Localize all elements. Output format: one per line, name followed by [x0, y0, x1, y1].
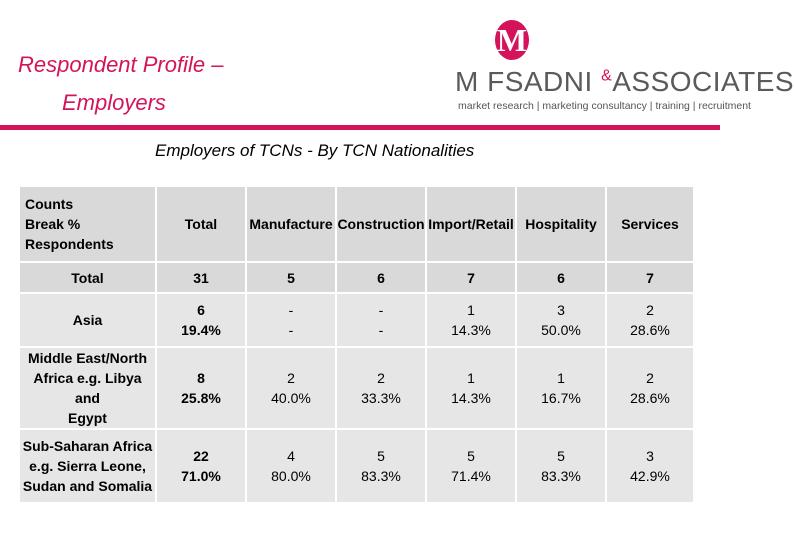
- row-label-line: Egypt: [68, 410, 107, 426]
- logo-name-2: ASSOCIATES: [612, 66, 794, 97]
- cell-count: 1: [557, 370, 565, 386]
- cell-count: 1: [467, 370, 475, 386]
- table-cell: [516, 429, 606, 503]
- employers-table: [18, 185, 695, 504]
- table-cell: [156, 347, 246, 429]
- cell-count: 22: [193, 448, 209, 464]
- row-label-line: Asia: [72, 312, 103, 328]
- cell-count: 2: [287, 370, 295, 386]
- table-cell: [336, 429, 426, 503]
- cell-pct: 71.0%: [181, 468, 221, 484]
- cell-count: -: [288, 302, 294, 318]
- row-label-line: Sub-Saharan Africa: [22, 438, 153, 454]
- corner-counts: Counts: [25, 196, 74, 212]
- cell-pct: -: [288, 322, 294, 338]
- cell-pct: 14.3%: [451, 322, 491, 338]
- cell-count: 3: [557, 302, 565, 318]
- cell-count: -: [378, 302, 384, 318]
- table-header-row: [19, 186, 694, 262]
- cell-pct: 83.3%: [541, 468, 581, 484]
- table-cell: 6: [516, 262, 606, 293]
- cell-pct: 83.3%: [361, 468, 401, 484]
- table-cell: [426, 293, 516, 347]
- logo-mark: M: [496, 22, 528, 58]
- table-cell: [606, 429, 694, 503]
- table-cell: [246, 293, 336, 347]
- row-label: [19, 293, 156, 347]
- table-cell: [426, 429, 516, 503]
- table-cell: [156, 293, 246, 347]
- header-divider: [0, 125, 720, 130]
- cell-pct: 42.9%: [630, 468, 670, 484]
- row-label-line: Sudan and Somalia: [22, 478, 153, 494]
- cell-pct: 28.6%: [630, 322, 670, 338]
- corner-break: Break %: [25, 216, 81, 232]
- logo-tagline: market research | marketing consultancy | training | recruitment: [458, 100, 751, 112]
- cell-pct: 33.3%: [361, 390, 401, 406]
- col-header: Total: [156, 186, 246, 262]
- table-cell: [336, 347, 426, 429]
- col-header: Construction: [336, 186, 426, 262]
- row-label-line: Middle East/North: [27, 350, 147, 366]
- table-row: [19, 293, 694, 347]
- table-cell: [156, 429, 246, 503]
- table-cell: 5: [246, 262, 336, 293]
- cell-count: 4: [287, 448, 295, 464]
- cell-pct: 16.7%: [541, 390, 581, 406]
- cell-count: 2: [646, 370, 654, 386]
- cell-pct: 40.0%: [271, 390, 311, 406]
- col-header: Manufacture: [246, 186, 336, 262]
- table-cell: [516, 293, 606, 347]
- table-cell: [516, 347, 606, 429]
- cell-pct: 50.0%: [541, 322, 581, 338]
- table-row: [19, 429, 694, 503]
- row-label: [19, 347, 156, 429]
- cell-count: 8: [197, 370, 205, 386]
- table-cell: [426, 347, 516, 429]
- title-line-1: Respondent Profile –: [18, 52, 224, 77]
- col-header: Services: [606, 186, 694, 262]
- row-label-line: e.g. Sierra Leone,: [29, 458, 146, 474]
- corner-cell: [19, 186, 156, 262]
- slide-title: [18, 46, 318, 122]
- corner-respondents: Respondents: [25, 236, 114, 252]
- col-header: Hospitality: [516, 186, 606, 262]
- logo-name-1: M FSADNI: [455, 66, 593, 97]
- table-cell: 31: [156, 262, 246, 293]
- table-cell: [606, 347, 694, 429]
- table-subtitle: Employers of TCNs - By TCN Nationalities: [155, 141, 475, 160]
- row-label-line: Africa e.g. Libya and: [33, 370, 142, 406]
- table-cell: 7: [606, 262, 694, 293]
- cell-pct: 71.4%: [451, 468, 491, 484]
- table-cell: [336, 293, 426, 347]
- cell-pct: 14.3%: [451, 390, 491, 406]
- row-label: [19, 429, 156, 503]
- table-cell: [246, 429, 336, 503]
- logo-wordmark: [455, 66, 794, 98]
- table-cell: [606, 293, 694, 347]
- row-label: Total: [19, 262, 156, 293]
- cell-pct: 28.6%: [630, 390, 670, 406]
- table-cell: [246, 347, 336, 429]
- cell-pct: 25.8%: [181, 390, 221, 406]
- cell-pct: 80.0%: [271, 468, 311, 484]
- cell-count: 2: [646, 302, 654, 318]
- table-cell: 6: [336, 262, 426, 293]
- cell-count: 1: [467, 302, 475, 318]
- cell-count: 5: [557, 448, 565, 464]
- table-row: [19, 347, 694, 429]
- col-header: Import/Retail: [426, 186, 516, 262]
- cell-count: 5: [377, 448, 385, 464]
- table-cell: 7: [426, 262, 516, 293]
- cell-count: 3: [646, 448, 654, 464]
- cell-pct: 19.4%: [181, 322, 221, 338]
- cell-count: 2: [377, 370, 385, 386]
- logo-ampersand: &: [601, 67, 613, 85]
- total-row: [19, 262, 694, 293]
- title-line-2: Employers: [62, 90, 166, 115]
- cell-count: 5: [467, 448, 475, 464]
- cell-count: 6: [197, 302, 205, 318]
- cell-pct: -: [378, 322, 384, 338]
